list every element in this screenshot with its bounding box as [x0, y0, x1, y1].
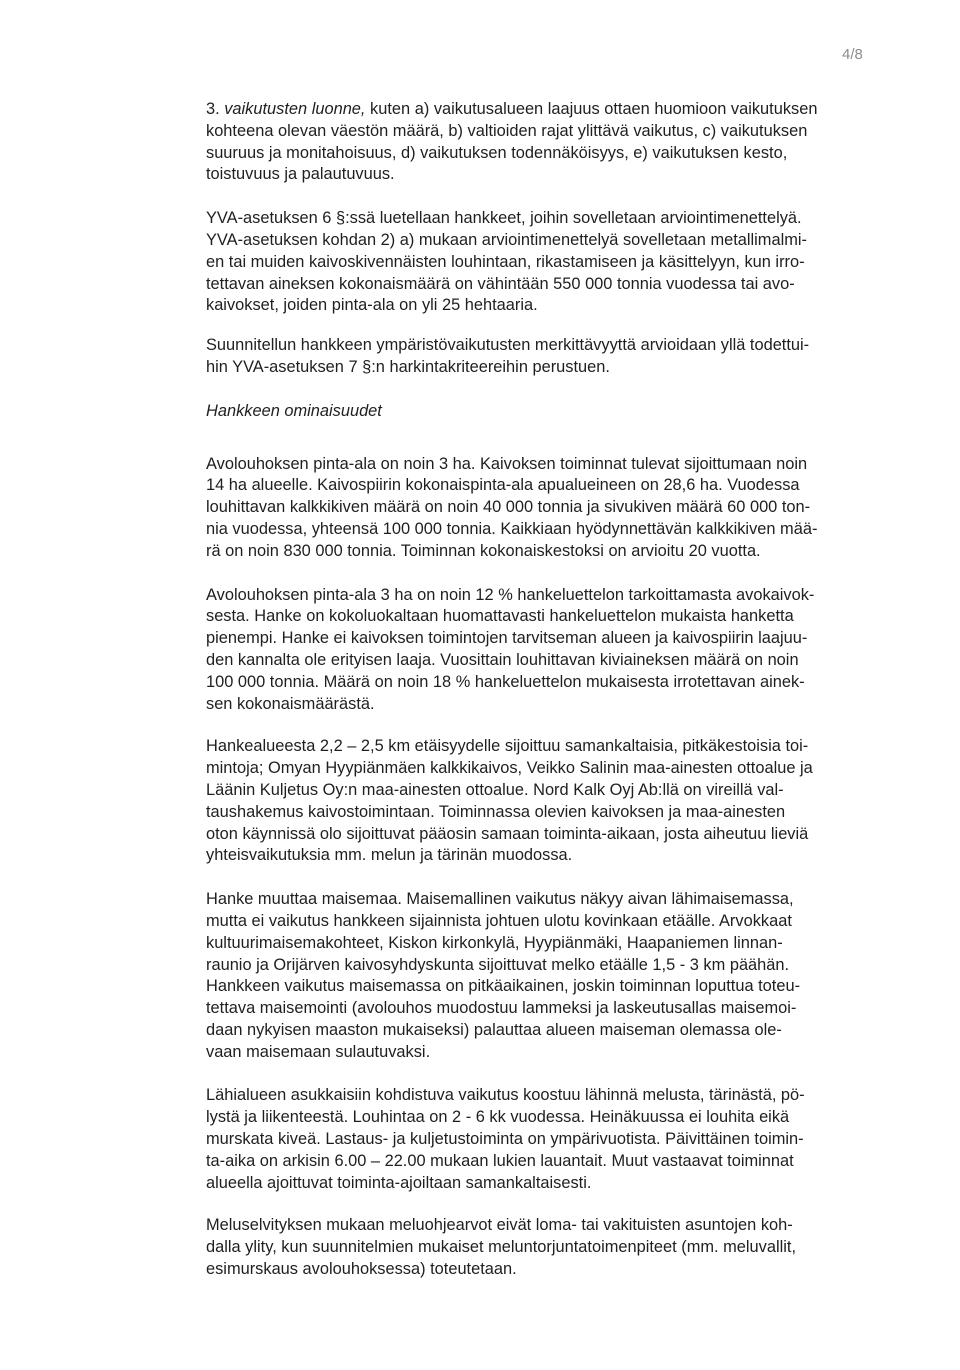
paragraph-pinta-ala: Avolouhoksen pinta-ala on noin 3 ha. Kaivoksen toiminnat tulevat sijoittumaan noin 14 ha alueelle. Kaivospiirin kokonaispinta-ala apualueineen on 28,6 ha. Vuodessa louhittavan kalkkikiven määrä on noin 40 000 tonnia ja sivukiven määrä 60 000 ton- nia vuodessa, yhteensä 100 000 tonnia. Kaikkiaan hyödynnettävän kalkkikiven mää- rä on noin 830 000 tonnia. Toiminnan kokonaiskestoksi on arvioitu 20 vuotta.: [206, 454, 818, 560]
item-number: 3.: [206, 100, 220, 118]
paragraph-meluselvitys: Meluselvityksen mukaan meluohjearvot eivät loma- tai vakituisten asuntojen koh- dalla ylity, kun suunnitelmien mukaiset meluntorjuntatoimenpiteet (mm. meluvallit, esimurskaus avolouhoksessa) toteutetaan.: [206, 1216, 797, 1279]
paragraph-merkittavyys: Suunnitellun hankkeen ympäristövaikutusten merkittävyyttä arvioidaan yllä todettui- hin YVA-asetuksen 7 §:n harkintakriteereihin perustuen.: [206, 336, 810, 376]
paragraph-lahialue: Lähialueen asukkaisiin kohdistuva vaikutus koostuu lähinnä melusta, tärinästä, pö- lystä ja liikenteestä. Louhintaa on 2 - 6 kk vuodessa. Heinäkuussa ei louhita eikä murskata kiveä. Lastaus- ja kuljetustoiminta on ympärivuotista. Päivittäinen toimin- ta-aika on arkisin 6.00 – 22.00 mukaan lukien lauantait. Muut vastaavat toiminnat alueella ajoittuvat toiminta-ajoiltaan samankaltaisesti.: [206, 1086, 805, 1192]
paragraph-hankeluettelo: Avolouhoksen pinta-ala 3 ha on noin 12 % hankeluettelon tarkoittamasta avokaivok- sesta. Hanke on kokoluokaltaan huomattavasti hankeluettelon mukaista hanketta pienempi. Hanke ei kaivoksen toimintojen tarvitseman alueen ja kaivospiirin laajuu- den kannalta ole erityisen laaja. Vuosittain louhittavan kiviaineksen määrä on noin 100 000 tonnia. Määrä on noin 18 % hankeluettelon mukaisesta irrotettavan ainek- sen kokonaismäärästä.: [206, 585, 815, 713]
item-term: vaikutusten luonne,: [224, 100, 366, 118]
paragraph-yva-asetus: YVA-asetuksen 6 §:ssä luetellaan hankkeet, joihin sovelletaan arviointimenettelyä. YVA-asetuksen kohdan 2) a) mukaan arviointimenettelyä sovelletaan metallimalmi- en tai muiden kaivoskivennäisten louhintaan, rikastamiseen ja käsittelyyn, kun irro- tettavan aineksen kokonaismäärä on vähintään 550 000 tonnia vuodessa tai avo- kaivokset, joiden pinta-ala on yli 25 hehtaaria.: [206, 209, 807, 315]
paragraph-maisema: Hanke muuttaa maisemaa. Maisemallinen vaikutus näkyy aivan lähimaisemassa, mutta ei vaikutus hankkeen sijainnista johtuen ulotu kovinkaan etäälle. Arvokkaat kultuurimaisemakohteet, Kiskon kirkonkylä, Hyypiänmäki, Haapaniemen linnan- raunio ja Orijärven kaivosyhdyskunta sijoittuvat melko etäälle 1,5 - 3 km päähän. Hankkeen vaikutus maisemassa on pitkäaikainen, joskin toiminnan loputtua toteu- tettava maisemointi (avolouhos muodostuu lammeksi ja laskeutusallas maisemoi- daan nykyisen maaston mukaiseksi) palauttaa alueen maiseman olemassa ole- vaan maisemaan sulautuvaksi.: [206, 890, 801, 1061]
page-number: 4/8: [842, 46, 863, 63]
document-body: [206, 99, 886, 1281]
item-text: kuten a) vaikutusalueen laajuus ottaen huomioon vaikutuksen kohteena olevan väestön määrä, b) valtioiden rajat ylittävä vaikutus, c) vaikutuksen suuruus ja monitahoisuus, d) vaikutuksen todennäköisyys, e) vaikutuksen kesto, toistuvuus ja palautuvuus.: [206, 100, 818, 184]
paragraph-item-3: [206, 99, 886, 186]
section-heading: Hankkeen ominaisuudet: [206, 401, 382, 420]
paragraph-yhteisvaikutukset: Hankealueesta 2,2 – 2,5 km etäisyydelle sijoittuu samankaltaisia, pitkäkestoisia toi- mintoja; Omyan Hyypiänmäen kalkkikaivos, Veikko Salinin maa-ainesten ottoalue ja Läänin Kuljetus Oy:n maa-ainesten ottoalue. Nord Kalk Oyj Ab:llä on vireillä val- taushakemus kaivostoimintaan. Toiminnassa olevien kaivoksen ja maa-ainesten oton käynnissä olo sijoittuvat pääosin samaan toiminta-aikaan, josta aiheutuu lieviä yhteisvaikutuksia mm. melun ja tärinän muodossa.: [206, 737, 813, 865]
